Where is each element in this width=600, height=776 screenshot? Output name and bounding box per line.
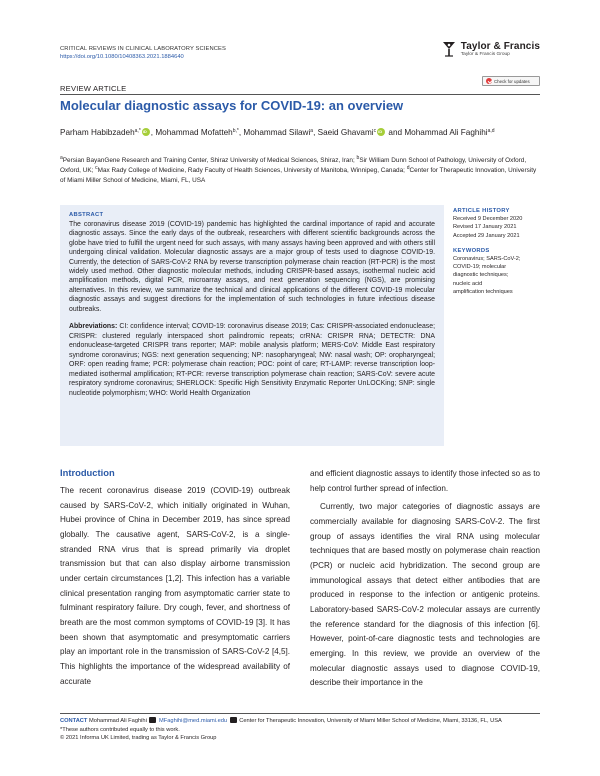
history-revised: Revised 17 January 2021 xyxy=(453,224,517,231)
email-icon xyxy=(149,717,156,723)
keyword-line: Coronavirus; SARS-CoV-2; xyxy=(453,255,521,262)
orcid-icon[interactable] xyxy=(142,128,150,136)
header-divider xyxy=(60,94,540,95)
orcid-icon[interactable] xyxy=(377,128,385,136)
keyword-line: amplification techniques xyxy=(453,289,513,296)
affiliation-marker: d xyxy=(406,164,410,171)
abbreviations xyxy=(69,322,435,398)
author-affiliation-marker: a,* xyxy=(134,128,141,134)
contact-name: Mohammad Ali Faghihi xyxy=(88,718,147,724)
author-name: Mohammad Ali Faghihi xyxy=(404,128,488,137)
author-name: Mohammad Silawi xyxy=(243,128,311,137)
affiliation-marker: c xyxy=(95,164,98,171)
keyword-line: nucleic acid xyxy=(453,280,483,287)
body-column-left xyxy=(60,467,290,689)
publisher-logo-icon xyxy=(441,40,457,58)
abbreviations-label: Abbreviations: xyxy=(69,323,118,331)
abbreviations-text: CI: confidence interval; COVID-19: coronavirus disease 2019; Cas: CRISPR-associated endonuclease; CRISPR: clustered regularly interspaced short palindromic repeats; crRNA: CRISPR RNA; DETECTR: DNA endonuclease-targeted CRISPR trans reporter; MAP: mobile analysis platform; MERS-CoV: Middle East respiratory syndrome coronavirus; NGS: next generation sequencing; NP: nasopharyngeal; NW: nasal wash; OP: oropharyngeal; ORF: open reading frame; PCR: polymerase chain reaction; POC: point of care; RT-LAMP: reverse transcription loop-mediated isothermal amplification; RT-PCR: reverse transcription polymerase chain reaction; SARS-CoV: severe acute respiratory syndrome coronavirus; SHERLOCK: Specific High Sensitivity Enzymatic Reporter UnLOCKing; SNP: single nucleotide polymorphism; WHO: World Health Organization xyxy=(69,323,435,397)
author-list xyxy=(60,126,540,140)
check-icon xyxy=(486,78,492,84)
introduction-paragraph-2: Currently, two major categories of diagnostic assays are commercially available for diagnosing SARS-CoV-2. The first group of assays identifies the viral RNA using molecular techniques that are based mostly on polymerase chain reaction (PCR) or nucleic acid hybridization. The second group are immunological assays that detect either antibodies that are produced in response to the infection or antigenic proteins. Laboratory-based SARS-CoV-2 molecular assays are currently the reference standard for the diagnosis of this infection [6]. However, point-of-care diagnostic tests and technologies are emerging. In this review, we provide an overview of the molecular diagnostic assays used to diagnose COVID-19, describe their importance in the xyxy=(310,502,540,688)
keyword-line: COVID-19; molecular xyxy=(453,264,507,271)
page-header xyxy=(60,41,540,84)
article-type: REVIEW ARTICLE xyxy=(60,84,127,93)
address-icon xyxy=(230,717,237,723)
article-history-heading: ARTICLE HISTORY xyxy=(453,208,510,214)
abstract-heading: ABSTRACT xyxy=(69,212,104,218)
contact-line xyxy=(60,717,540,726)
affiliation-marker: b xyxy=(356,155,360,161)
page-footer xyxy=(60,717,540,743)
contact-email[interactable]: MFaghihi@med.miami.edu xyxy=(159,718,228,724)
publisher-name: Taylor & Francis xyxy=(460,41,540,52)
article-sidebar xyxy=(453,208,540,296)
author-name: Mohammad Mofatteh xyxy=(155,128,233,137)
author-separator: and xyxy=(386,128,405,137)
equal-contribution-note: *These authors contributed equally to this work. xyxy=(60,726,180,733)
author-separator: , xyxy=(150,128,156,137)
affiliation-text: Center for Therapeutic Innovation, University of Miami Miller School of Medicine, Miami, FL, USA xyxy=(60,166,537,184)
keyword-line: diagnostic techniques; xyxy=(453,272,509,279)
introduction-heading: Introduction xyxy=(60,467,115,478)
article-title: Molecular diagnostic assays for COVID-19: an overview xyxy=(60,98,404,113)
author-affiliation-marker: b,* xyxy=(232,128,239,134)
author-separator: , xyxy=(238,128,244,137)
history-accepted: Accepted 29 January 2021 xyxy=(453,232,520,239)
introduction-paragraph-cont: and efficient diagnostic assays to identify those infected so as to help control further spread of infection. xyxy=(310,469,540,493)
doi-link[interactable]: https://doi.org/10.1080/10408363.2021.1884640 xyxy=(60,54,184,60)
abstract-box xyxy=(60,205,444,446)
author-separator: , xyxy=(313,128,318,137)
body-column-right xyxy=(310,467,540,691)
affiliation-text: Max Rady College of Medicine, Rady Faculty of Health Sciences, University of Manitoba, Winnipeg, Canada; xyxy=(97,166,407,174)
author-affiliation-marker: c xyxy=(373,128,377,134)
affiliation-text: Persian BayanGene Research and Training Center, Shiraz University of Medical Sciences, Shiraz, Iran; xyxy=(62,157,357,164)
affiliation-text: Sir William Dunn School of Pathology, University of Oxford, Oxford, UK; xyxy=(60,157,527,174)
check-for-updates-button[interactable] xyxy=(482,76,540,86)
author-affiliation-marker: a xyxy=(310,128,314,134)
affiliations xyxy=(60,156,540,185)
publisher-logo[interactable] xyxy=(441,40,540,58)
author-name: Parham Habibzadeh xyxy=(60,128,135,137)
journal-name: CRITICAL REVIEWS IN CLINICAL LABORATORY SCIENCES xyxy=(60,46,226,52)
author-name: Saeid Ghavami xyxy=(317,128,374,137)
affiliation-marker: a xyxy=(60,155,63,161)
contact-address: Center for Therapeutic Innovation, University of Miami Miller School of Medicine, Miami, 33136, FL, USA xyxy=(239,718,502,724)
footer-divider xyxy=(60,713,540,714)
copyright: © 2021 Informa UK Limited, trading as Taylor & Francis Group xyxy=(60,735,217,742)
history-received: Received 9 December 2020 xyxy=(453,216,523,222)
check-for-updates-label: Check for updates xyxy=(494,78,530,84)
author-affiliation-marker: a,d xyxy=(487,128,495,134)
publisher-group: Taylor & Francis Group xyxy=(460,52,510,57)
contact-label: CONTACT xyxy=(60,718,88,724)
abstract-text: The coronavirus disease 2019 (COVID-19) pandemic has highlighted the cardinal importance of rapid and accurate diagnostic assays. Since the early days of the outbreak, researchers with different scientific backgrounds across the globe have tried to fulfill the urgent need for such assays, with many assays having been approved and with others still undergoing clinical validation. Molecular diagnostic assays are a major group of tests used to diagnose COVID-19. Currently, the detection of SARS-CoV-2 RNA by reverse transcription polymerase chain reaction (RT-PCR) is the most widely used method. Other diagnostic molecular methods, including CRISPR-based assays, isothermal nucleic acid amplification methods, digital PCR, microarray assays, and next generation sequencing (NGS), are promising alternatives. In this review, we summarize the technical and clinical applications of the different COVID-19 molecular diagnostic assays and suggest directions for the implementation of such technologies in future infectious disease outbreaks. xyxy=(69,221,435,313)
introduction-paragraph: The recent coronavirus disease 2019 (COVID-19) outbreak caused by SARS-CoV-2, which initially originated in Wuhan, Hubei province of China in December 2019, has since spread globally. The causative agent, SARS-CoV-2, is a single-stranded RNA virus that is spread primarily via droplet transmission but that can also display airborne transmission under certain circumstances [1,2]. This infection has a variable clinical presentation ranging from asymptomatic carrier state to fulminant respiratory failure. Dry cough, fever, and shortness of breath are the most common symptoms of COVID-19 [3]. It has been shown that asymptomatic and presymptomatic carriers play an important role in the transmission of SARS-CoV-2 [4,5]. This highlights the importance of the widespread availability of accurate xyxy=(60,486,290,686)
keywords-heading: KEYWORDS xyxy=(453,247,490,254)
